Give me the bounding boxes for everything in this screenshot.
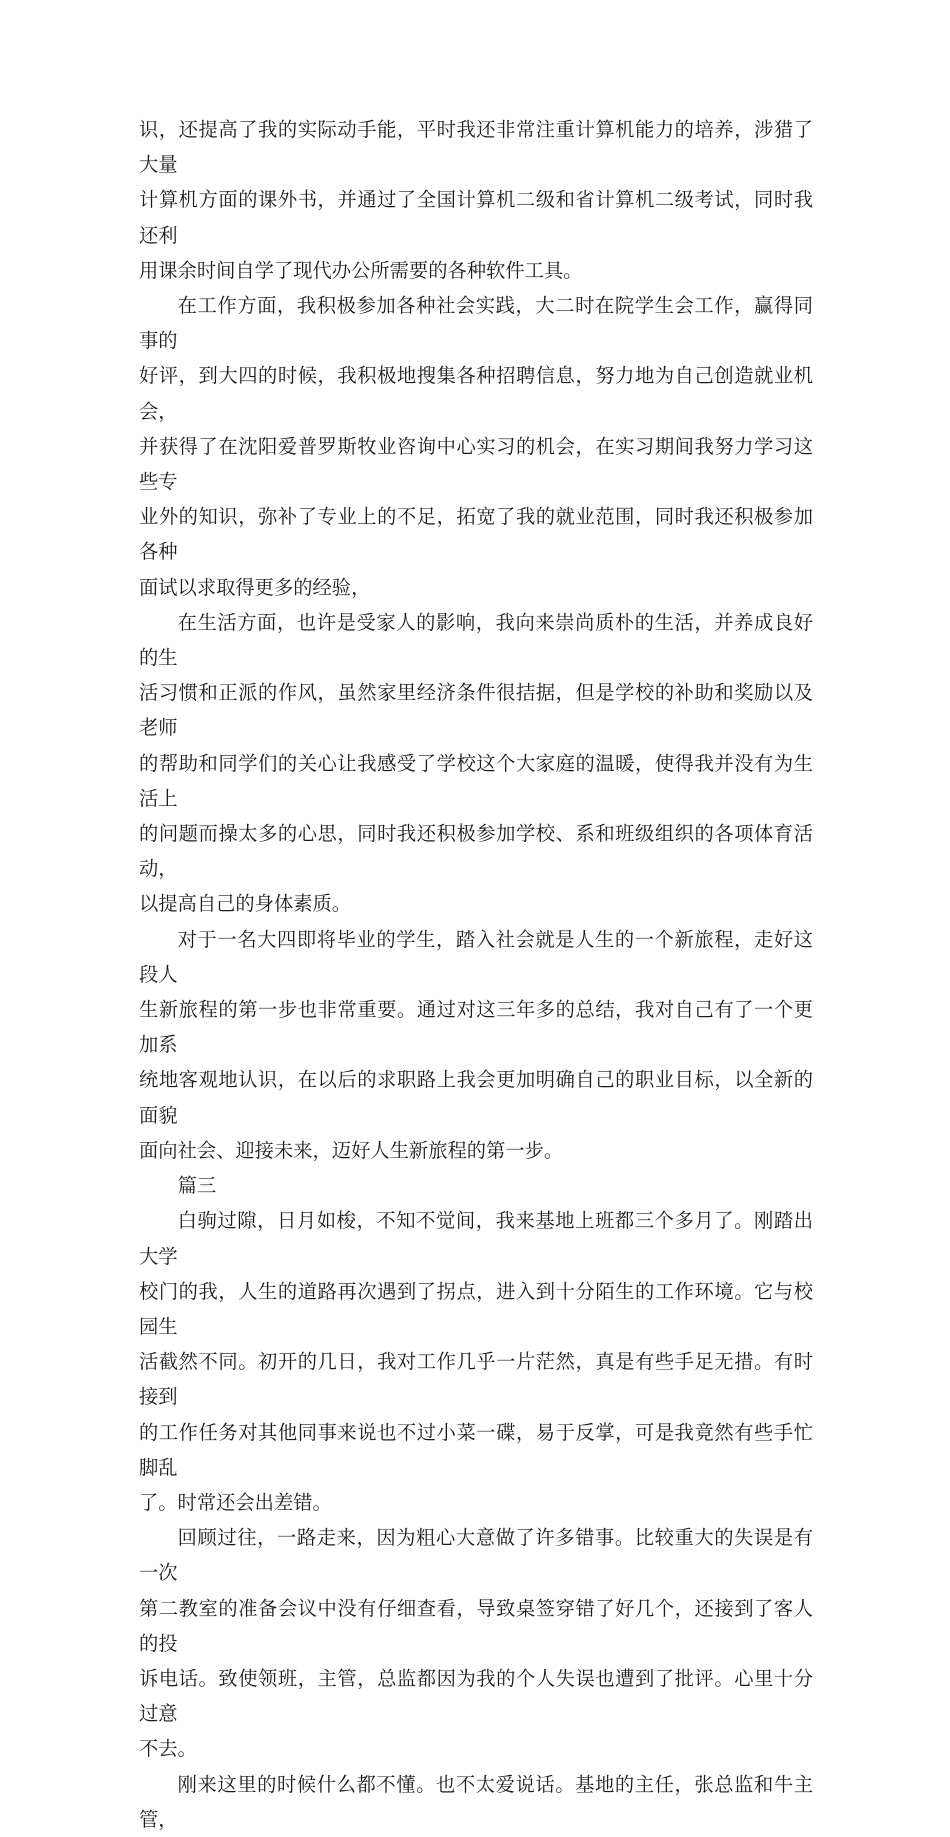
paragraph-work: 在工作方面，我积极参加各种社会实践，大二时在院学生会工作，赢得同事的 好评，到大四的时候，我积极地搜集各种招聘信息，努力地为自己创造就业机会， 并获得了在沈阳爱普罗斯牧业咨询中心实习的机会，在实习期间我努力学习这些专 业外的知识，弥补了专业上的不足，拓宽了我的就业范围，同时我还积极参加各种 面试以求取得更多的经验， [139,294,813,599]
paragraph-summary: 对于一名大四即将毕业的学生，踏入社会就是人生的一个新旅程，走好这段人 生新旅程的第一步也非常重要。通过对这三年多的总结，我对自己有了一个更加系 统地客观地认识，在以后的求职路上我会更加明确自己的职业目标，以全新的面貌 面向社会、迎接未来，迈好人生新旅程的第一步。 [139,927,813,1162]
section-heading: 篇三 [177,1174,217,1198]
paragraph-continuation: 识，还提高了我的实际动手能，平时我还非常注重计算机能力的培养，涉猎了大量 计算机方面的课外书，并通过了全国计算机二级和省计算机二级考试，同时我还利 用课余时间自学了现代办公所需要的各种软件工具。 [139,118,813,282]
paragraph-intro: 白驹过隙，日月如梭，不知不觉间，我来基地上班都三个多月了。刚踏出大学 校门的我，人生的道路再次遇到了拐点，进入到十分陌生的工作环境。它与校园生 活截然不同。初开的几日，我对工作几乎一片茫然，真是有些手足无措。有时接到 的工作任务对其他同事来说也不过小菜一碟，易于反掌，可是我竟然有些手忙脚乱 了。时常还会出差错。 [139,1209,813,1514]
paragraph-review: 回顾过往，一路走来，因为粗心大意做了许多错事。比较重大的失误是有一次 第二教室的准备会议中没有仔细查看，导致桌签穿错了好几个，还接到了客人的投 诉电话。致使领班，主管，总监都因为我的个人失误也遭到了批评。心里十分过意 不去。 [139,1526,813,1761]
paragraph-life: 在生活方面，也许是受家人的影响，我向来崇尚质朴的生活，并养成良好的生 活习惯和正派的作风，虽然家里经济条件很拮据，但是学校的补助和奖励以及老师 的帮助和同学们的关心让我感受了学校这个大家庭的温暖，使得我并没有为生活上 的问题而操太多的心思，同时我还积极参加学校、系和班级组织的各项体育活动， 以提高自己的身体素质。 [139,610,813,916]
document-body [139,112,813,1837]
paragraph-beginning: 刚来这里的时候什么都不懂。也不太爱说话。基地的主任，张总监和牛主管， [139,1772,813,1831]
